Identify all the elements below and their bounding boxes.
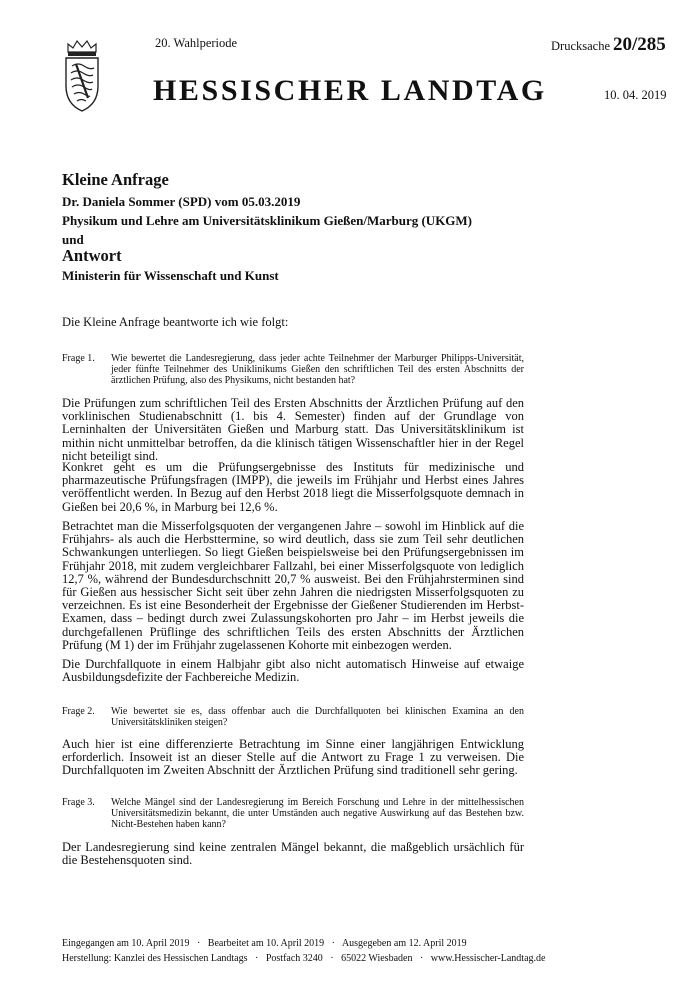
- answer-paragraph: Konkret geht es um die Prüfungsergebnisse des Instituts für medizinische und pharmazeutische Prüfungsfragen (IMPP), die jeweils im Frühjahr und Herbst eines Jahres veröffentlicht werden. In Bezug auf den Herbst 2018 liegt die Misserfolgsquote demnach in Gießen bei 20,6 %, in Marburg bei 12,6 %.: [62, 460, 524, 514]
- drucksache-label: Drucksache: [551, 39, 610, 53]
- question-text: Welche Mängel sind der Landesregierung im Bereich Forschung und Lehre in der mittelhessischen Universitätsmedizin bekannt, die unter Umständen auch negative Auswirkung auf das Bestehen bzw. Nicht-Bestehen haben kann?: [111, 797, 524, 830]
- question-text: Wie bewertet die Landesregierung, dass jeder achte Teilnehmer der Marburger Philipps-Universität, jeder fünfte Teilnehmer des Uniklinikums Gießen den schriftlichen Teil des ersten Abschnitts der ärztlichen Prüfung, also des Physikums, nicht bestanden hat?: [111, 353, 524, 386]
- intro-text: Die Kleine Anfrage beantworte ich wie folgt:: [62, 315, 289, 329]
- answer-paragraph: Auch hier ist eine differenzierte Betrachtung im Sinne einer langjährigen Entwicklung erforderlich. Insoweit ist an dieser Stelle auf die Antwort zu Frage 1 zu verweisen. Die Durchfallquoten im Zweiten Abschnitt der Ärztlichen Prüfung sind traditionell sehr gering.: [62, 737, 524, 778]
- und-line: und: [62, 232, 84, 247]
- wahlperiode: 20. Wahlperiode: [155, 36, 238, 50]
- antwort-heading: Antwort: [62, 246, 122, 265]
- question-label: Frage 3.: [62, 797, 95, 808]
- question-label: Frage 2.: [62, 706, 95, 717]
- hessen-lion-crest-icon: [62, 38, 102, 114]
- footer-dates: Eingegangen am 10. April 2019 · Bearbeitet am 10. April 2019 · Ausgegeben am 12. April 2019: [62, 938, 467, 949]
- answer-paragraph: Betrachtet man die Misserfolgsquoten der vergangenen Jahre – sowohl im Hinblick auf die Frühjahrs- als auch die Herbsttermine, so wird deutlich, dass sie zum Teil sehr deutlichen Schwankungen unterliegen. So liegt Gießen beispielsweise bei den Prüfungsergebnissen im Frühjahr 2018, mit zudem vergleichbarer Fallzahl, bei einer Misserfolgsquote von lediglich 12,7 %, während der Bundesdurchschnitt 20,7 % ausweist. Bei den Frühjahrsterminen sind für Gießen aus hessischer Sicht seit über zehn Jahren die niedrigsten Misserfolgsquoten zu verzeichnen. Es ist eine Besonderheit der Ergebnisse der Gießener Studierenden im Herbst-Examen, dass – bedingt durch zwei Zulassungskohorten pro Jahr – im Herbst jeweils die durchgefallenen Prüflinge des schriftlichen Teils des ersten Abschnitts der Ärztlichen Prüfung (M 1) der im Frühjahr zugelassenen Kohorte mit einbezogen werden.: [62, 519, 524, 652]
- subject-line: Physikum und Lehre am Universitätsklinikum Gießen/Marburg (UKGM): [62, 213, 473, 228]
- answer-paragraph: Der Landesregierung sind keine zentralen Mängel bekannt, die maßgeblich ursächlich für die Bestehensquoten sind.: [62, 840, 524, 868]
- author-line: Dr. Daniela Sommer (SPD) vom 05.03.2019: [62, 194, 301, 209]
- answer-paragraph: Die Prüfungen zum schriftlichen Teil des Ersten Abschnitts der Ärztlichen Prüfung auf den vorklinischen Studienabschnitt (1. bis 4. Semester) finden auf der Grundlage von Lerninhalten der Universitäten Gießen und Marburg statt. Das Universitätsklinikum ist mithin nicht unmittelbar betroffen, da die klinisch tätigen Wissenschaftler hier in der Regel nicht beteiligt sind.: [62, 396, 524, 463]
- document-date: 10. 04. 2019: [604, 88, 667, 102]
- drucksache: [551, 34, 666, 56]
- footer-imprint: Herstellung: Kanzlei des Hessischen Landtags · Postfach 3240 · 65022 Wiesbaden · www.Hessischer-Landtag.de: [62, 953, 546, 964]
- ministry-line: Ministerin für Wissenschaft und Kunst: [62, 268, 279, 283]
- kleine-anfrage-heading: Kleine Anfrage: [62, 170, 169, 189]
- question-text: Wie bewertet sie es, dass offenbar auch die Durchfallquoten bei klinischen Examina an den Universitätskliniken steigen?: [111, 706, 524, 728]
- drucksache-number: 20/285: [613, 34, 666, 55]
- question-label: Frage 1.: [62, 353, 95, 364]
- answer-paragraph: Die Durchfallquote in einem Halbjahr gibt also nicht automatisch Hinweise auf etwaige Ausbildungsdefizite der Fachbereiche Medizin.: [62, 657, 524, 685]
- page-title: HESSISCHER LANDTAG: [153, 74, 547, 107]
